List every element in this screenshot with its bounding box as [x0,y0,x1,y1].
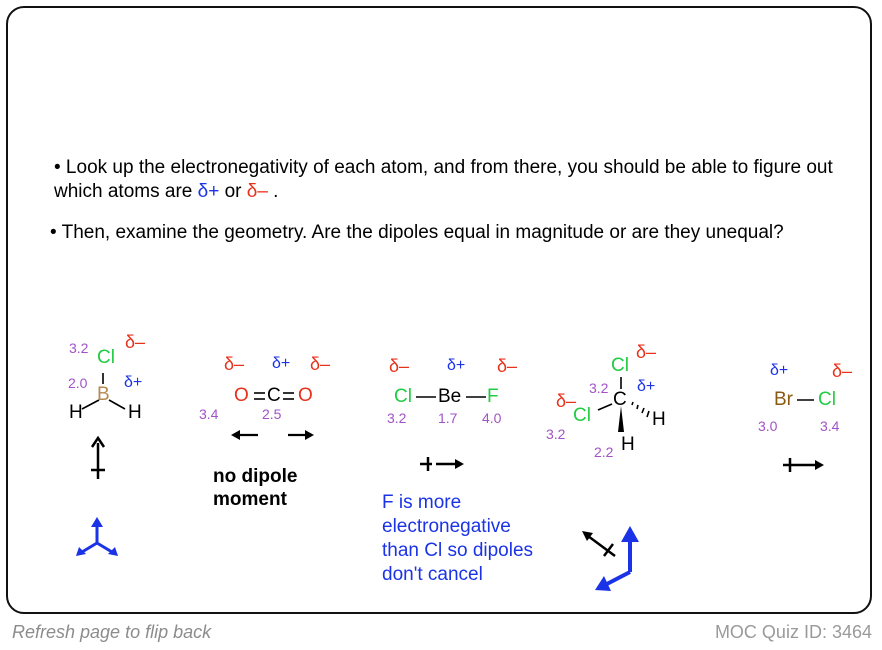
bcl3-en-cl: 3.2 [69,340,89,356]
beclf-charge-be: δ+ [447,357,466,374]
co2-charge-o2: δ– [310,354,331,374]
co2-note: no dipole moment [213,466,298,510]
instruction-bullet-1: • Look up the electronegativity of each atom, and from there, you should be able to figure out which atoms are δ+ or δ– . [54,157,833,202]
beclf-explanation: F is more electronegative than Cl so dipoles don't cancel [382,492,534,585]
bcl3-atom-h2: H [128,402,142,423]
quiz-id: MOC Quiz ID: 3464 [714,622,872,642]
brcl-charge-cl: δ– [832,361,853,381]
co2-en-c: 2.5 [262,406,282,422]
brcl-dipole-arrow [783,458,824,472]
bcl3-bond-right [109,400,125,409]
delta-minus-symbol: δ– [246,181,268,202]
beclf-charge-f: δ– [497,356,518,376]
ch2cl2-charge-cl-top: δ– [636,342,657,362]
ch2cl2-atom-cl-left: Cl [573,405,591,426]
co2-atom-o2: O [298,385,313,406]
ch2cl2-en-c: 3.2 [589,380,609,396]
co2-dipole-arrows [231,430,314,440]
beclf-atom-cl: Cl [394,386,412,407]
dash-bond [632,402,649,417]
refresh-hint: Refresh page to flip back [12,622,212,642]
bcl3-charge-b: δ+ [124,374,143,391]
ch2cl2-en-h: 2.2 [594,444,614,460]
bcl3-atom-cl: Cl [97,347,115,368]
co2-en-o: 3.4 [199,406,219,422]
ch2cl2-charge-c: δ+ [637,378,656,395]
bcl3-en-b: 2.0 [68,375,88,391]
delta-plus-symbol: δ+ [197,181,220,202]
ch2cl2-en-cl: 3.2 [546,426,566,442]
bcl3-charge-cl: δ– [125,332,146,352]
beclf-en-be: 1.7 [438,410,458,426]
bcl3-vector-sum-icon [76,517,118,556]
brcl-en-br: 3.0 [758,418,778,434]
beclf-en-cl: 3.2 [387,410,407,426]
bcl3-atom-h1: H [69,402,83,423]
beclf-atom-be: Be [438,386,462,407]
instruction-bullet-2: • Then, examine the geometry. Are the dipoles equal in magnitude or are they unequal? [50,222,784,243]
ch2cl2-atom-cl-top: Cl [611,355,629,376]
brcl-atom-br: Br [774,389,793,410]
ch2cl2-atom-h-bottom: H [621,434,635,455]
ch2cl2-vector-sum-icon [595,526,639,591]
ch2cl2-atom-h-right: H [652,409,666,430]
co2-atom-o1: O [234,385,249,406]
beclf-charge-cl: δ– [389,356,410,376]
ch2cl2-bond-dipole-arrow [582,531,615,556]
beclf-dipole-arrow [420,457,464,471]
brcl-en-cl: 3.4 [820,418,840,434]
brcl-atom-cl: Cl [818,389,836,410]
bcl3-atom-b: B [97,384,110,405]
beclf-en-f: 4.0 [482,410,502,426]
ch2cl2-charge-cl-left: δ– [556,391,577,411]
beclf-atom-f: F [487,386,499,407]
co2-charge-o1: δ– [224,354,245,374]
ch2cl2-atom-c: C [613,389,627,410]
co2-charge-c: δ+ [272,355,291,372]
brcl-charge-br: δ+ [770,362,789,379]
co2-atom-c: C [267,385,281,406]
